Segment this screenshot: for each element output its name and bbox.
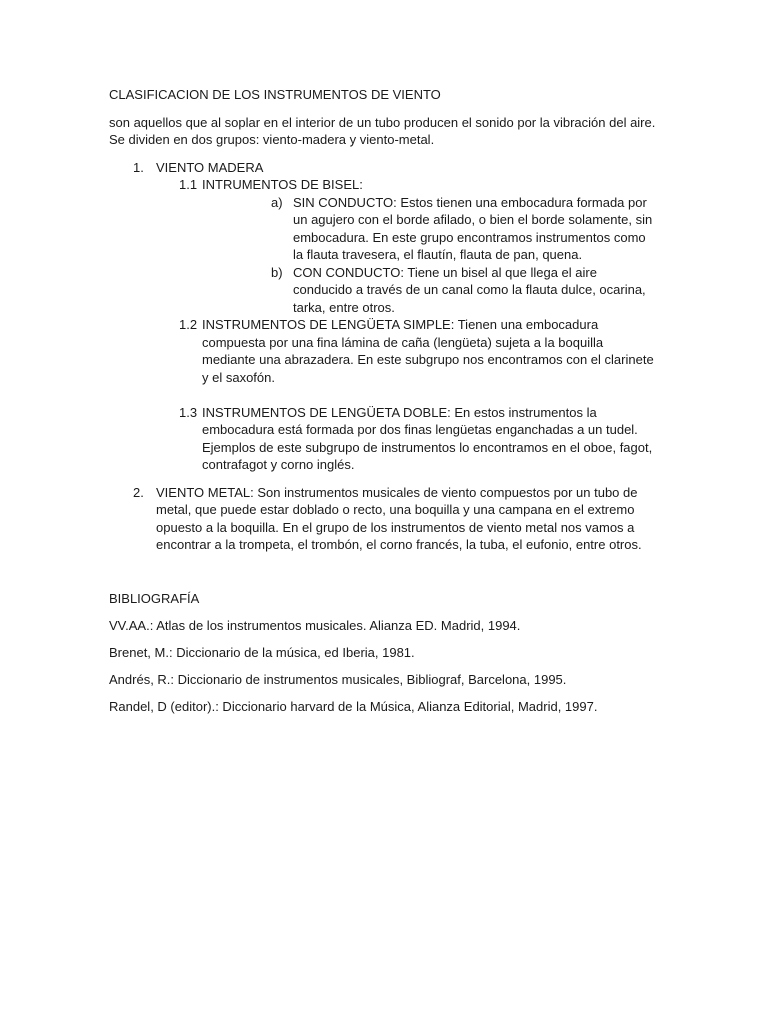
subitem-text: INSTRUMENTOS DE LENGÜETA SIMPLE: Tienen una embocadura compuesta por una fina lámina de caña (lengüeta) sujeta a la boquilla mediante una abrazadera. En este subgrupo nos encontramos con el clarinete y el saxofón.	[202, 317, 654, 385]
list-number: 1.	[133, 159, 144, 175]
subsubitem-text: SIN CONDUCTO: Estos tienen una embocadura formada por un agujero con el borde afilado, o bien el borde solamente, sin embocadura. En este grupo encontramos instrumentos como la flauta travesera, el flautín, flauta de pan, quena.	[293, 194, 653, 262]
spacer	[109, 386, 659, 404]
document-title: CLASIFICACION DE LOS INSTRUMENTOS DE VIENTO	[109, 87, 441, 102]
subitem-text: INSTRUMENTOS DE LENGÜETA DOBLE: En estos instrumentos la embocadura está formada por dos finas lengüetas enganchadas a un tudel. Ejemplos de este subgrupo de instrumentos lo encontramos en el oboe, fagot, contrafagot y corno inglés.	[202, 404, 653, 472]
bibliography-entry: VV.AA.: Atlas de los instrumentos musicales. Alianza ED. Madrid, 1994.	[109, 617, 521, 633]
subsubitem-sin-conducto	[109, 194, 659, 264]
subitem-text: INTRUMENTOS DE BISEL:	[202, 177, 363, 192]
list-number: 1.1	[179, 177, 198, 192]
list-item-label: VIENTO MADERA	[156, 159, 264, 175]
subitem-lengueta-simple	[109, 316, 659, 386]
list-letter: a)	[271, 194, 283, 210]
list-letter: b)	[271, 264, 283, 280]
list-item-viento-madera	[109, 159, 659, 177]
bibliography-entry: Andrés, R.: Diccionario de instrumentos musicales, Bibliograf, Barcelona, 1995.	[109, 671, 567, 687]
subsubitem-text: CON CONDUCTO: Tiene un bisel al que llega el aire conducido a través de un canal como la flauta dulce, ocarina, tarka, entre otros.	[293, 264, 646, 315]
list-item-viento-metal	[109, 484, 659, 554]
list-number: 2.	[133, 484, 144, 500]
list-number: 1.2	[179, 317, 198, 332]
subitem-bisel	[109, 176, 659, 194]
subsubitem-con-conducto	[109, 264, 659, 317]
intro-paragraph: son aquellos que al soplar en el interior de un tubo producen el sonido por la vibración del aire. Se dividen en dos grupos: viento-madera y viento-metal.	[109, 114, 656, 147]
document-page	[109, 86, 659, 715]
subitem-lengueta-doble	[109, 404, 659, 474]
bibliography-entry: Brenet, M.: Diccionario de la música, ed Iberia, 1981.	[109, 644, 415, 660]
list-number: 1.3	[179, 404, 198, 420]
bibliography-heading: BIBLIOGRAFÍA	[109, 590, 200, 606]
list-item-label: VIENTO METAL: Son instrumentos musicales de viento compuestos por un tubo de metal, que puede estar doblado o recto, una boquilla y una campana en el extremo opuesto a la boquilla. En el grupo de los instrumentos de viento metal nos vamos a encontrar a la trompeta, el trombón, el corno francés, la tuba, el eufonio, entre otros.	[156, 484, 642, 552]
bibliography-entry: Randel, D (editor).: Diccionario harvard de la Música, Alianza Editorial, Madrid, 1997.	[109, 698, 598, 714]
